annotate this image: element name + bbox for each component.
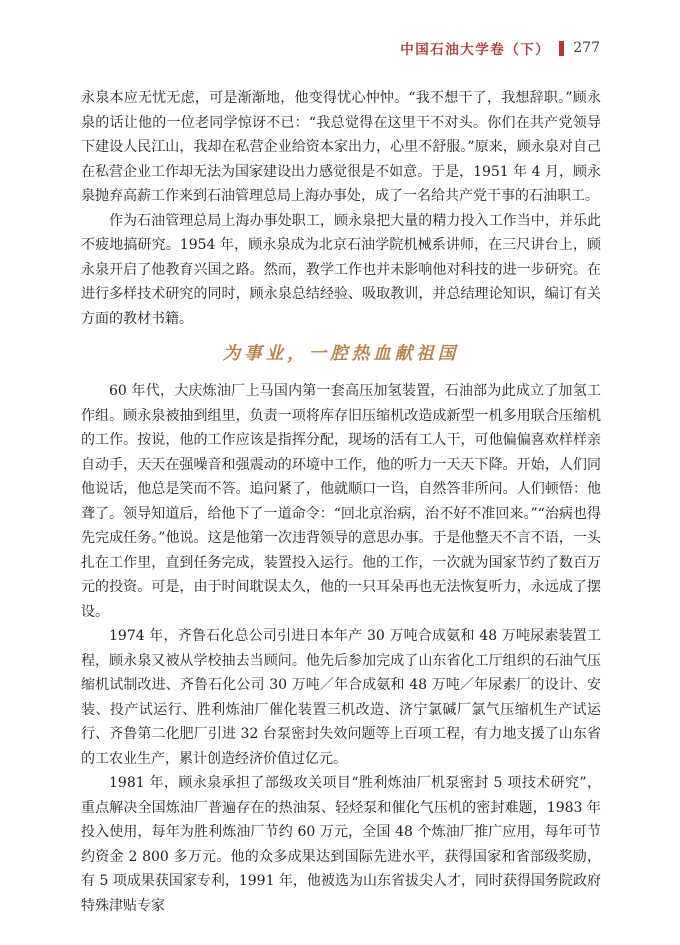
paragraph: 1974 年，齐鲁石化总公司引进日本年产 30 万吨合成氨和 48 万吨尿素装置工程，顾永泉又被从学校抽去当顾问。他先后参加完成了山东省化工厅组织的石油气压缩机试制改进、齐鲁石化公司 30 万吨／年合成氨和 48 万吨／年尿素厂的设计、安装、投产试运行、胜利炼油厂催化装置三机改造、济宁氯碱厂氯气压缩机生产试运行、齐鲁第二化肥厂引进 32 台泵密封失效问题等上百项工程，有力地支援了山东省的工农业生产，累计创造经济价值过亿元。	[81, 628, 601, 767]
paragraph-continued-from-previous-page: 永泉本应无忧无虑，可是渐渐地，他变得忧心忡忡。“我不想干了，我想辞职。”顾永泉的话让他的一位老同学惊讶不已：“我总觉得在这里干不对头。你们在共产党领导下建设人民江山，我却在私营企业给资本家出力，心里不舒服。”原来，顾永泉对自己在私营企业工作却无法为国家建设出力感觉很是不如意。于是，1951 年 4 月，顾永泉抛弃高薪工作来到石油管理总局上海办事处，成了一名给共产党干事的石油职工。	[81, 90, 601, 204]
header-divider-bar	[559, 41, 564, 56]
section-heading: 为事业，一腔热血献祖国	[222, 344, 460, 364]
paragraph-continues-next-page: 1981 年，顾永泉承担了部级攻关项目“胜利炼油厂机泵密封 5 项技术研究”，重点解决全国炼油厂普遍存在的热油泵、轻烃泵和催化气压机的密封难题，1983 年投入使用，每年为胜利炼油厂节约 60 万元，全国 48 个炼油厂推广应用，每年可节约资金 2 800 多万元。他的众多成果达到国际先进水平，获得国家和省部级奖励，有 5 项成果获国家专利，1991 年，他被选为山东省拔尖人才，同时获得国务院政府特殊津贴专家	[81, 775, 601, 914]
paragraph: 60 年代，大庆炼油厂上马国内第一套高压加氢装置，石油部为此成立了加氢工作组。顾永泉被抽到组里，负责一项将库存旧压缩机改造成新型一机多用联合压缩机的工作。按说，他的工作应该是指挥分配，现场的活有工人干，可他偏偏喜欢样样亲自动手，天天在强噪音和强震动的环境中工作，他的听力一天天下降。开始，人们同他说话，他总是笑而不答。追问紧了，他就顺口一诌，自然答非所问。人们顿悟：他聋了。领导知道后，给他下了一道命令：“回北京治病，治不好不准回来。”“治病也得先完成任务。”他说。这是他第一次违背领导的意思办事。于是他整天不言不语，一头扎在工作里，直到任务完成，装置投入运行。他的工作，一次就为国家节约了数百万元的投资。可是，由于时间耽误太久，他的一只耳朵再也无法恢复听力，永远成了摆设。	[81, 383, 601, 620]
running-head-title: 中国石油大学卷（下）	[400, 42, 551, 58]
page-header	[400, 38, 600, 58]
paragraph: 作为石油管理总局上海办事处职工，顾永泉把大量的精力投入工作当中，并乐此不疲地搞研究。1954 年，顾永泉成为北京石油学院机械系讲师，在三尺讲台上，顾永泉开启了他教育兴国之路。然而，教学工作也并未影响他对科技的进一步研究。在进行多样技术研究的同时，顾永泉总结经验、吸取教训，并总结理论知识，编订有关方面的教材书籍。	[81, 212, 601, 327]
page-number: 277	[573, 40, 600, 56]
page-body	[81, 86, 601, 918]
